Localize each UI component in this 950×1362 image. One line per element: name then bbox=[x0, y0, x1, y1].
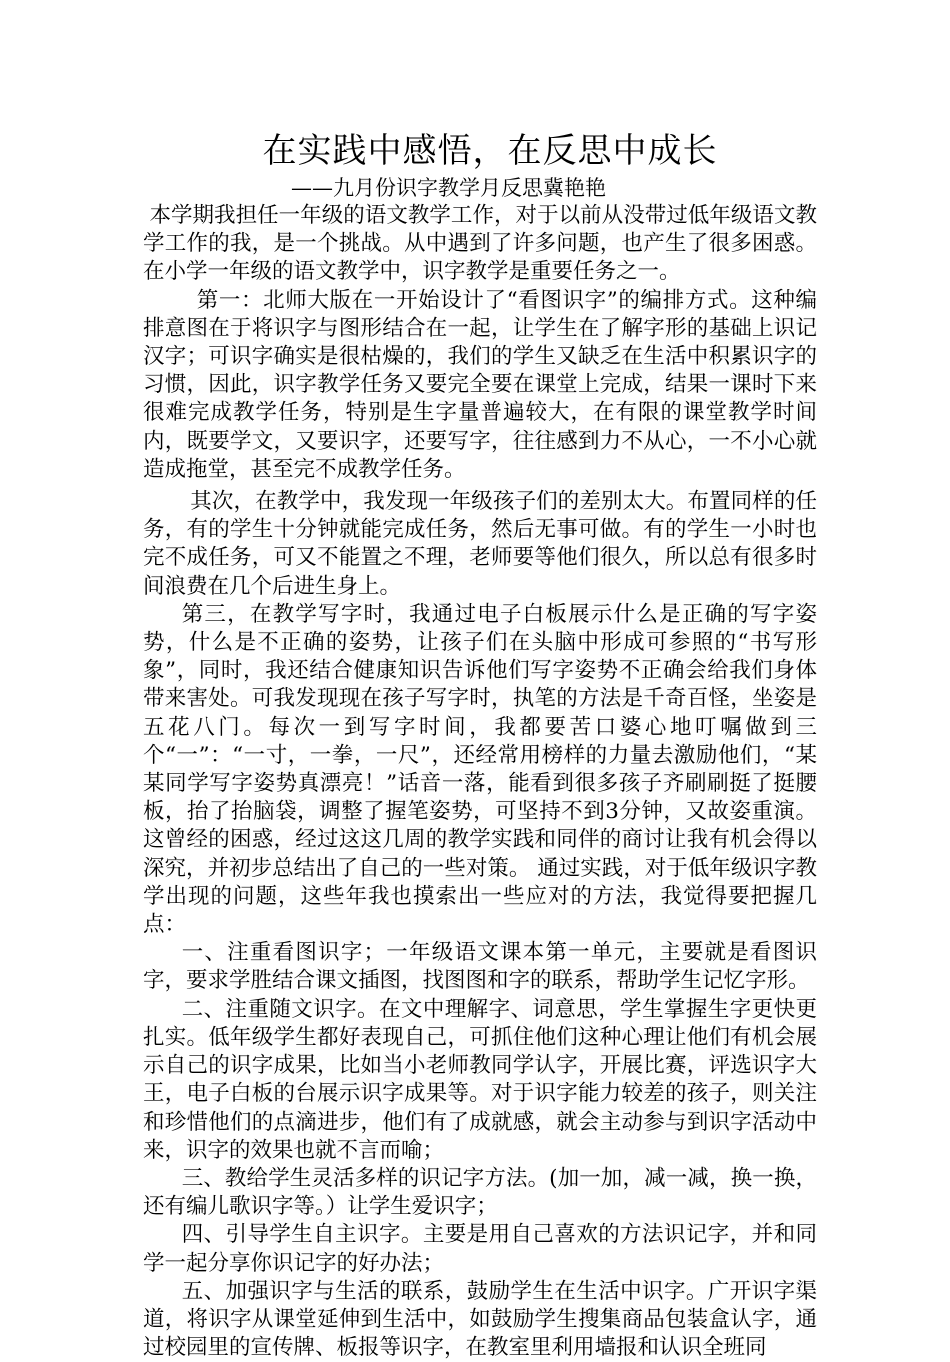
document-title: 在实践中感悟，在反思中成长 bbox=[262, 131, 718, 171]
document-page bbox=[143, 128, 817, 1362]
paragraph-point-4: 四、引导学生自主识字。主要是用自己喜欢的方法识记字，并和同学一起分享你识记字的好办法； bbox=[143, 1222, 817, 1276]
document-body bbox=[143, 202, 817, 1362]
paragraph-intro: 本学期我担任一年级的语文教学工作，对于以前从没带过低年级语文教学工作的我，是一个挑战。从中遇到了许多问题，也产生了很多困惑。在小学一年级的语文教学中，识字教学是重要任务之一。 bbox=[143, 203, 817, 285]
paragraph-point-3: 三、教给学生灵活多样的识记字方法。(加一加，减一减，换一换，还有编儿歌识字等。）让学生爱识字； bbox=[143, 1165, 817, 1220]
paragraph-point-1: 一、注重看图识字；一年级语文课本第一单元，主要就是看图识字，要求学胜结合课文插图，找图图和字的联系，帮助学生记忆字形。 bbox=[143, 940, 817, 994]
paragraph-first: 第一：北师大版在一开始设计了“看图识字”的编排方式。这种编排意图在于将识字与图形结合在一起，让学生在了解字形的基础上识记汉字；可识字确实是很枯燥的，我们的学生又缺乏在生活中积累识字的习惯，因此，识字教学任务又要完全要在课堂上完成，结果一课时下来很难完成教学任务，特别是生字量普遍较大，在有限的课堂教学时间内，既要学文，又要识字，还要写字，往往感到力不从心，一不小心就造成拖堂，甚至完不成教学任务。 bbox=[143, 287, 817, 482]
paragraph-point-2: 二、注重随文识字。在文中理解字、词意思，学生掌握生字更快更扎实。低年级学生都好表现自己，可抓住他们这种心理让他们有机会展示自己的识字成果，比如当小老师教同学认字，开展比赛，评选识字大王，电子白板的台展示识字成果等。对于识字能力较差的孩子，则关注和珍惜他们的点滴进步，他们有了成就感，就会主动参与到识字活动中来，识字的效果也就不言而喻； bbox=[143, 996, 817, 1163]
paragraph-point-5: 五、加强识字与生活的联系，鼓励学生在生活中识字。广开识字渠道，将识字从课堂延伸到生活中，如鼓励学生搜集商品包装盒认字，通过校园里的宣传牌、板报等识字，在教室里利用墙报和认识全班同 bbox=[143, 1278, 817, 1361]
document-subtitle: ——九月份识字教学月反思冀艳艳 bbox=[291, 176, 606, 200]
paragraph-second: 其次，在教学中，我发现一年级孩子们的差别太大。布置同样的任务，有的学生十分钟就能完成任务，然后无事可做。有的学生一小时也完不成任务，可又不能置之不理，老师要等他们很久，所以总有很多时间浪费在几个后进生身上。 bbox=[143, 489, 817, 599]
paragraph-third: 第三，在教学写字时，我通过电子白板展示什么是正确的写字姿势，什么是不正确的姿势，让孩子们在头脑中形成可参照的“书写形象”，同时，我还结合健康知识告诉他们写字姿势不正确会给我们身体带来害处。可我发现现在孩子写字时，执笔的方法是千奇百怪，坐姿是五花八门。每次一到写字时间，我都要苦口婆心地叮嘱做到三个“一”：“一寸，一拳，一尺”，还经常用榜样的力量去激励他们，“某某同学写字姿势真漂亮！”话音一落，能看到很多孩子齐刷刷挺了挺腰板，抬了抬脑袋，调整了握笔姿势，可坚持不到3分钟，又故姿重演。这曾经的困惑，经过这这几周的教学实践和同伴的商讨让我有机会得以深究，并初步总结出了自己的一些对策。 通过实践，对于低年级识字教学出现的问题，这些年我也摸索出一些应对的方法，我觉得要把握几点： bbox=[143, 601, 817, 938]
